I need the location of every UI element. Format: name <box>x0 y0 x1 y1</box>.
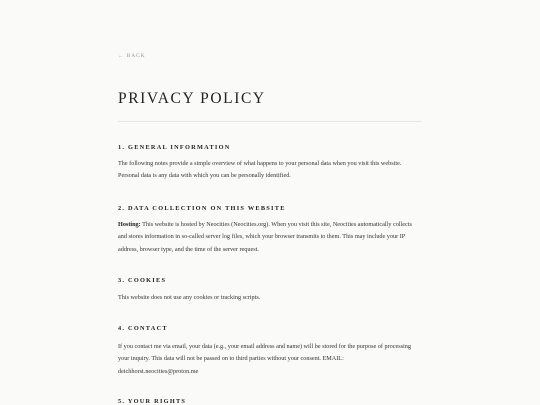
hosting-text: This website is hosted by Neocities (Neocities.org). When you visit this site, Neocities automatically collects and stores information in so-called server log files, which your browser transmits to them. This may include your IP address, browser type, and the time of the server request. <box>118 221 412 253</box>
section-text-data-collection <box>118 219 422 256</box>
section-heading-general-information: 1. GENERAL INFORMATION <box>118 144 231 151</box>
back-link[interactable]: ← BACK <box>118 53 146 59</box>
section-heading-data-collection: 2. DATA COLLECTION ON THIS WEBSITE <box>118 205 286 212</box>
section-text-contact: If you contact me via email, your data (e.g., your email address and name) will be stored for the purpose of processing your inquiry. This data will not be passed on to third parties without your consent. EMAIL: deichhorst.neocities@proton.me <box>118 343 411 375</box>
section-heading-your-rights: 5. YOUR RIGHTS <box>118 398 187 405</box>
title-divider <box>118 121 422 122</box>
page-title: PRIVACY POLICY <box>118 90 266 107</box>
hosting-label: Hosting: <box>118 221 141 228</box>
section-heading-contact: 4. CONTACT <box>118 325 168 332</box>
section-text-general-information: The following notes provide a simple overview of what happens to your personal data when you visit this website. Personal data is any data with which you can be personally identified. <box>118 160 402 180</box>
section-heading-cookies: 3. COOKIES <box>118 277 167 284</box>
section-text-cookies: This website does not use any cookies or tracking scripts. <box>118 294 261 301</box>
